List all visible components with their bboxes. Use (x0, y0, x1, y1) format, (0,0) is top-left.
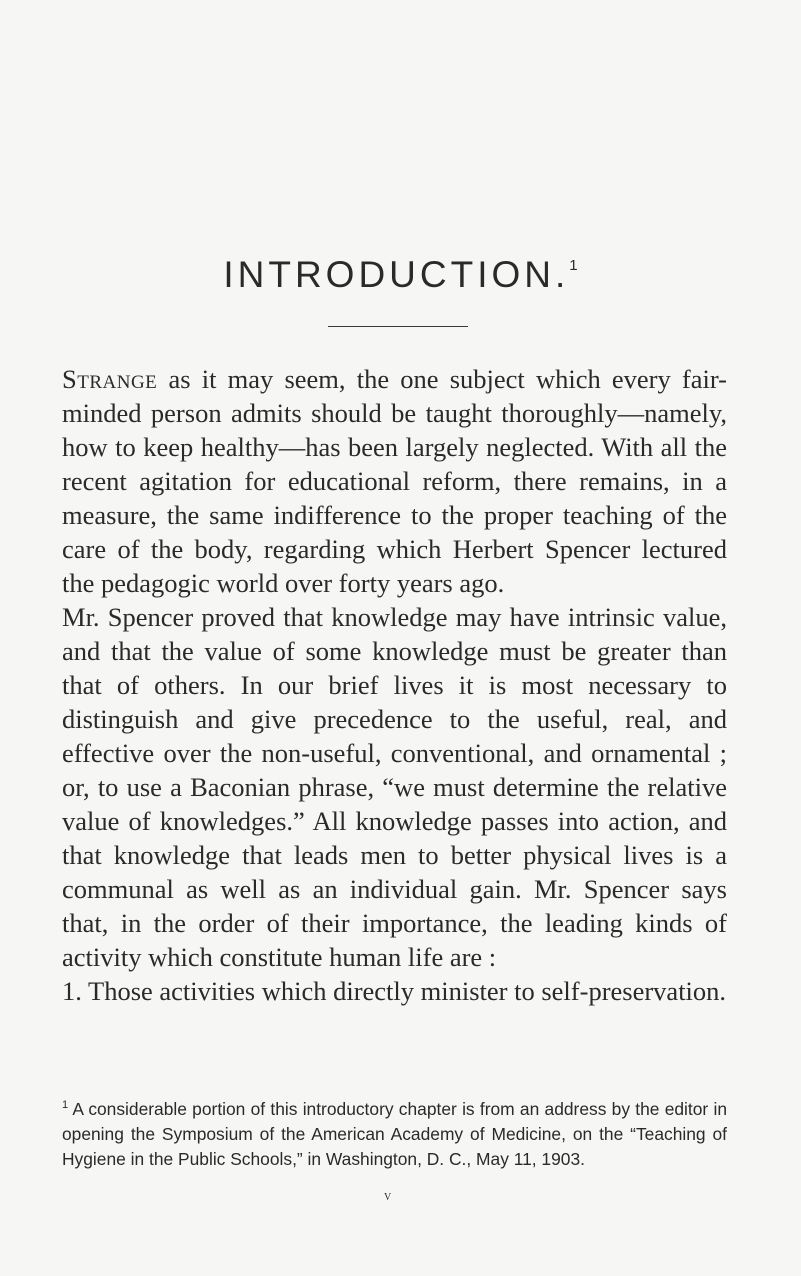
page-number: v (384, 1189, 392, 1204)
footnote-text: A considerable portion of this introductory chapter is from an address by the editor in opening the Symposium of the American Academy of Medicine, on the “Teaching of Hygiene in the Public Schools,” in Washington, D. C., May 11, 1903. (62, 1098, 727, 1169)
chapter-title (0, 256, 801, 293)
footnote-marker: 1 (62, 1099, 69, 1111)
paragraph-2: Mr. Spencer proved that knowledge may have intrinsic value, and that the value of some knowledge must be greater than that of others. In our brief lives it is most necessary to distinguish and give precedence to the useful, real, and effective over the non-useful, conventional, and ornamental ; or, to use a Baconian phrase, “we must determine the relative value of knowledges.” All knowledge passes into action, and that knowledge that leads men to better physical lives is a communal as well as an individual gain. Mr. Spencer says that, in the order of their importance, the leading kinds of activity which constitute human life are : (62, 602, 727, 972)
paragraph-1-lead-word: Strange (62, 364, 158, 394)
body-text (62, 362, 727, 1008)
chapter-title-text: INTRODUCTION. (223, 254, 570, 295)
paragraph-1 (62, 362, 727, 600)
footnote (62, 1093, 727, 1172)
title-rule (328, 326, 468, 327)
paragraph-3: 1. Those activities which directly minister to self-preservation. (62, 976, 727, 1006)
title-footnote-marker: 1 (569, 256, 578, 274)
paragraph-1-text: as it may seem, the one subject which every fair-minded person admits should be taught thoroughly—namely, how to keep healthy—has been largely neglected. With all the recent agitation for educational reform, there remains, in a measure, the same indifference to the proper teaching of the care of the body, regarding which Herbert Spencer lectured the pedagogic world over forty years ago. (62, 364, 727, 598)
